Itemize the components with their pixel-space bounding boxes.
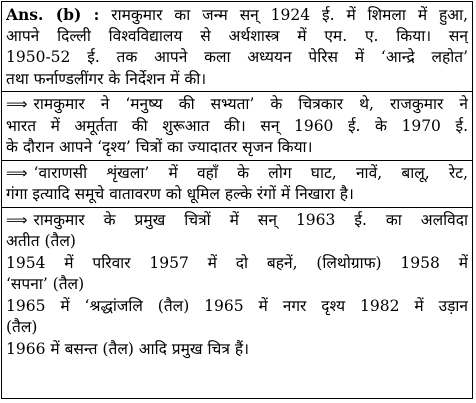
text-line: ⟹ ‘वाराणसी शृंखला’ में वहाँ के लोग घाट, नावें, बालू, रेट, [6,163,468,182]
answer-box [1,1,473,399]
double-arrow-icon: ⟹ [6,210,28,229]
text-line: Ans. (b) : रामकुमार का जन्म सन् 1924 ई. में शिमला में हुआ, [6,5,468,24]
text-line: 1954 में परिवार 1957 में दो बहनें, (लिथोग्राफ) 1958 में [6,253,468,272]
text-line: ‘सपना’ (तैल) [6,275,85,293]
text-line: के दौरान आपने ‘दृश्य’ चित्रों का ज्यादातर सृजन किया। [6,138,313,156]
text-line: 1966 में बसन्त (तैल) आदि प्रमुख चित्र हैं। [6,339,249,358]
double-arrow-icon: ⟹ [6,95,28,113]
double-arrow-icon: ⟹ [6,163,28,182]
paragraph-varanasi-series [2,161,472,208]
paragraph-major-works [2,208,472,362]
text-line: अतीत (तैल) [6,232,76,250]
text-line: ⟹ रामकुमार के प्रमुख चित्रों में सन् 1963 ई. का अलविदा [6,210,468,229]
paragraph-abstraction [2,92,472,161]
text-line: ⟹ रामकुमार ने ‘मनुष्य की सभ्यता’ के चित्रकार थे, राजकुमार ने [6,95,468,113]
text-line: भारत में अमूर्तता की शुरूआत की। सन् 1960 ई. के 1970 ई. [6,116,468,135]
text-line: तथा फर्नाण्डलींगर के निर्देशन में की। [6,69,207,88]
text-line: गंगा इत्यादि समूचे वातावरण को धूमिल हल्के रंगों में निखारा है। [6,185,354,203]
text-line: 1950-52 ई. तक आपने कला अध्ययन पेरिस में ‘आन्द्रे लहोत’ [6,48,468,66]
paragraph-birth-education [2,2,472,92]
text-line: (तैल) [6,318,38,336]
text-line: 1965 में ‘श्रद्धांजलि (तैल) 1965 में नगर दृश्य 1982 में उड़ान [6,296,468,315]
text-line: आपने दिल्ली विश्वविद्यालय से अर्थशास्त्र में एम. ए. किया। सन् [6,26,468,45]
answer-label: Ans. (b) : [6,5,100,24]
